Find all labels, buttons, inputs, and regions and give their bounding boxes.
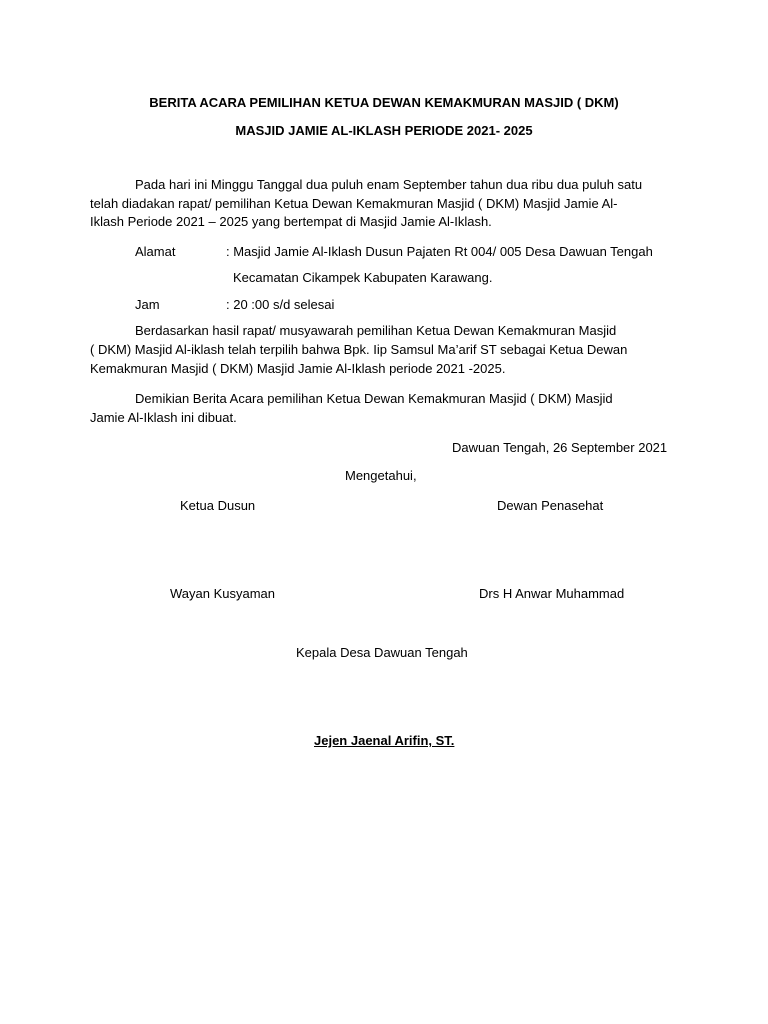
result-line-2: ( DKM) Masjid Al-iklash telah terpilih bahwa Bpk. Iip Samsul Ma’arif ST sebagai Ketua Dewan xyxy=(90,342,628,357)
intro-line-3: Iklash Periode 2021 – 2025 yang bertempat di Masjid Jamie Al-Iklash. xyxy=(90,214,492,229)
result-line-1: Berdasarkan hasil rapat/ musyawarah pemilihan Ketua Dewan Kemakmuran Masjid xyxy=(135,323,617,338)
intro-line-1: Pada hari ini Minggu Tanggal dua puluh enam September tahun dua ribu dua puluh satu xyxy=(135,177,643,192)
address-value-line-2: Kecamatan Cikampek Kabupaten Karawang. xyxy=(233,270,493,285)
document-subtitle: MASJID JAMIE AL-IKLASH PERIODE 2021- 2025 xyxy=(235,123,533,138)
address-label: Alamat xyxy=(135,244,176,259)
place-date: Dawuan Tengah, 26 September 2021 xyxy=(452,440,668,455)
signature-role-right: Dewan Penasehat xyxy=(497,498,604,513)
time-label: Jam xyxy=(135,297,160,312)
closing-line-2: Jamie Al-Iklash ini dibuat. xyxy=(90,410,237,425)
signature-role-left: Ketua Dusun xyxy=(180,498,256,513)
signature-role-bottom: Kepala Desa Dawuan Tengah xyxy=(296,645,468,660)
signature-name-right: Drs H Anwar Muhammad xyxy=(479,586,625,601)
intro-line-2: telah diadakan rapat/ pemilihan Ketua Dewan Kemakmuran Masjid ( DKM) Masjid Jamie Al- xyxy=(90,196,618,211)
closing-line-1: Demikian Berita Acara pemilihan Ketua Dewan Kemakmuran Masjid ( DKM) Masjid xyxy=(135,391,613,406)
signature-name-left: Wayan Kusyaman xyxy=(170,586,276,601)
address-value-line-1: : Masjid Jamie Al-Iklash Dusun Pajaten Rt 004/ 005 Desa Dawuan Tengah xyxy=(226,244,653,259)
signature-name-bottom: Jejen Jaenal Arifin, ST. xyxy=(314,733,455,748)
acknowledged-label: Mengetahui, xyxy=(345,468,417,483)
time-value: : 20 :00 s/d selesai xyxy=(226,297,335,312)
document-title: BERITA ACARA PEMILIHAN KETUA DEWAN KEMAKMURAN MASJID ( DKM) xyxy=(149,95,619,110)
result-line-3: Kemakmuran Masjid ( DKM) Masjid Jamie Al-Iklash periode 2021 -2025. xyxy=(90,361,506,376)
